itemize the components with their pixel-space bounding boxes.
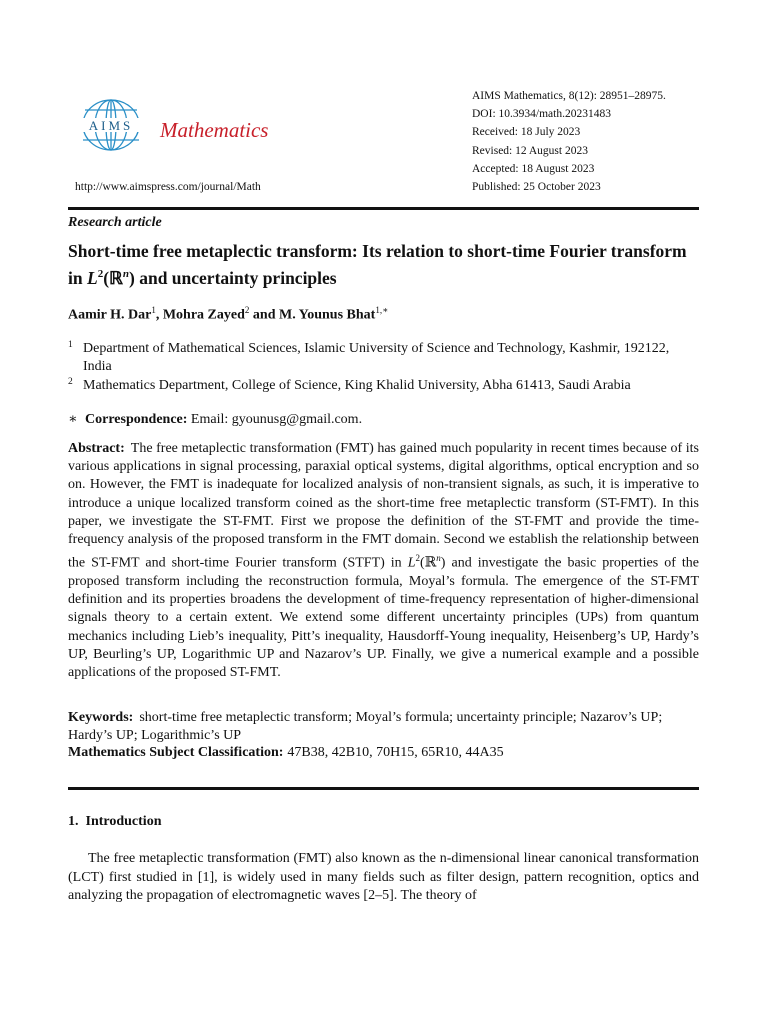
article-type: Research article [68,215,162,230]
meta-revised: Revised: 12 August 2023 [472,144,588,157]
journal-url[interactable]: http://www.aimspress.com/journal/Math [75,181,261,193]
correspondence-email[interactable]: Email: gyounusg@gmail.com. [190,412,363,427]
correspondence: ∗ Correspondence: Email: gyounusg@gmail.com. [68,412,363,427]
aims-logo [75,96,147,154]
author-name: Mohra Zayed [162,307,245,323]
section-heading: 1. Introduction [68,814,162,829]
logo-text: AIMS [88,118,134,133]
keywords-label: Keywords: [68,710,134,725]
meta-citation: AIMS Mathematics, 8(12): 28951–28975. [472,90,666,102]
section-divider [68,787,699,790]
author-name: M. Younus Bhat [278,307,376,323]
meta-accepted: Accepted: 18 August 2023 [472,162,595,175]
intro-paragraph: The free metaplectic transformation (FMT) also known as the n-dimensional linear canonical transformation (LCT) first studied in [1], is widely used in many fields such as filter design, pattern recognition, optics and analyzing the propagation of electromagnetic waves [2–5]. The theory of [68,851,699,903]
header-divider [68,207,699,210]
journal-name: Mathematics [160,118,269,142]
article-meta [472,87,666,196]
affiliation-1: 1 Department of Mathematical Sciences, Islamic University of Science and Technology, Kashmir, 192122, India [68,340,670,374]
msc-classification: Mathematics Subject Classification: 47B38, 42B10, 70H15, 65R10, 44A35 [68,745,504,760]
author-name: Aamir H. Dar [68,307,152,323]
paper-title: Short-time free metaplectic transform: Its relation to short-time Fourier transform in $L^2(ℝ^n)$ and uncertainty principles [68,241,687,288]
meta-published: Published: 25 October 2023 [472,181,601,194]
meta-received: Received: 18 July 2023 [472,126,581,139]
abstract: Abstract: The free metaplectic transformation (FMT) has gained much popularity in recent times because of its various applications in signal processing, paraxial optical systems, digital algorithms, optical encryption and so on. However, the FMT is inadequate for localized analysis of non-transient signals, as such, it is imperative to introduce a unique localized transform coined as the short-time free metaplectic transform (ST-FMT). In this paper, we investigate the ST-FMT. First we propose the definition of the ST-FMT and provide the time-frequency analysis of the proposed transform in the FMT domain. Second we establish the relationship between the ST-FMT and short-time Fourier transform (STFT) in $L^2(ℝ^n)$ and investigate the basic properties of the proposed transform including the reconstruction formula, Moyal’s formula. The emergence of the ST-FMT definition and its properties broadens the development of time-frequency representation of higher-dimensional signals theory to a certain extent. We extend some different uncertainty principles (UPs) from quantum mechanics including Lieb’s inequality, Pitt’s inequality, Hausdorff-Young inequality, Heisenberg’s UP, Hardy’s UP, Beurling’s UP, Logarithmic UP and Nazarov’s UP. Finally, we give a numerical example and a possible applications of the proposed ST-FMT. [68,441,699,681]
keywords: Keywords: short-time free metaplectic transform; Moyal’s formula; uncertainty principle; Nazarov’s UP; Hardy’s UP; Logarithmic’s UP [68,710,663,743]
meta-doi[interactable]: DOI: 10.3934/math.20231483 [472,108,611,121]
affiliation-2: 2 Mathematics Department, College of Science, King Khalid University, Abha 61413, Saudi Arabia [68,377,631,393]
author-list: Aamir H. Dar$^1$, Mohra Zayed$^2$ and M. Younus Bhat$^{1,∗}$ [68,305,389,323]
abstract-label: Abstract: [68,441,125,456]
